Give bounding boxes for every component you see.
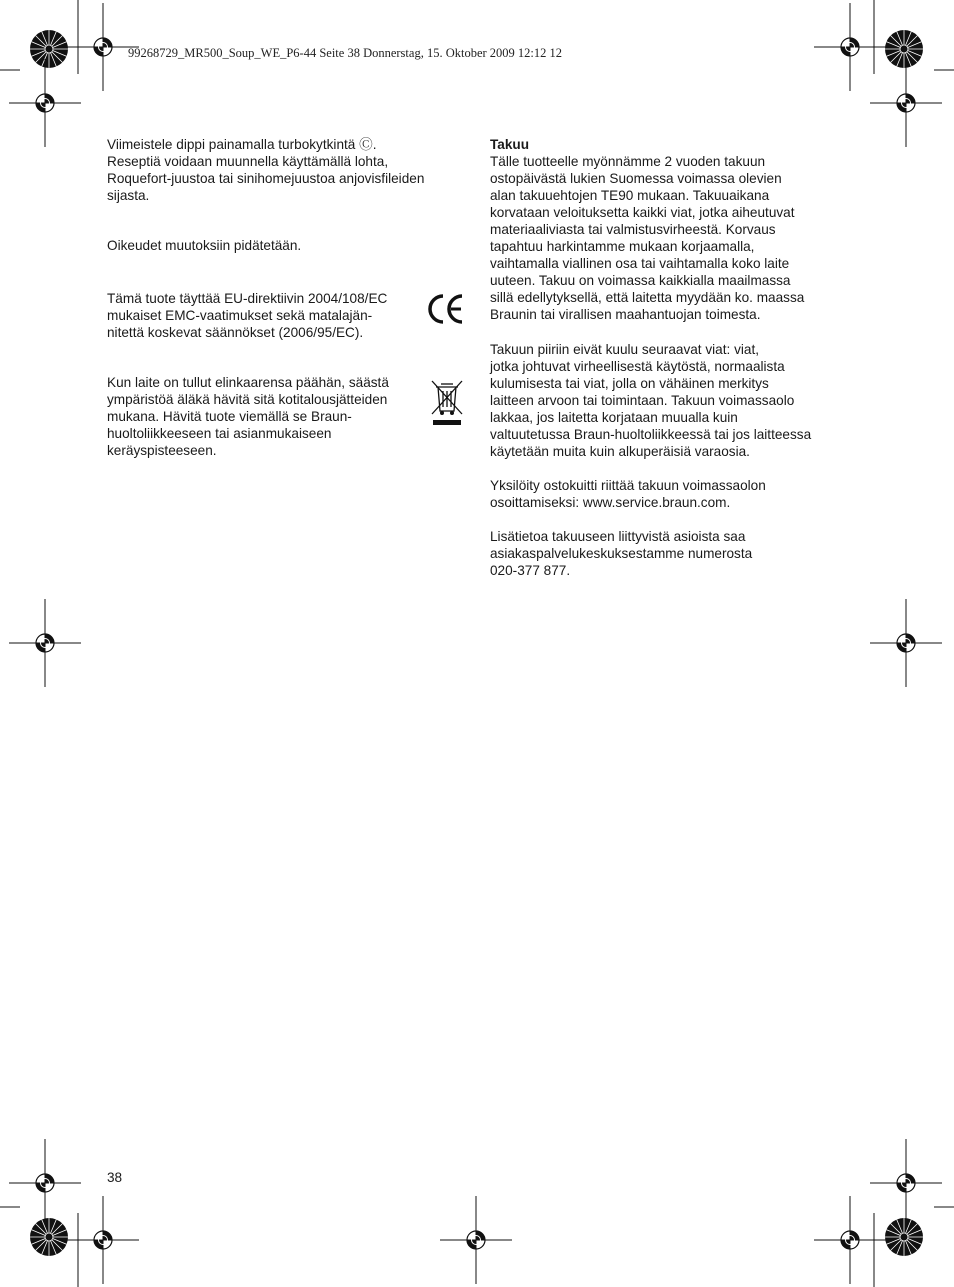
receipt-line: Yksilöity ostokuitti riittää takuun voimassaolon [490, 478, 766, 493]
weee-bin-icon [429, 378, 465, 428]
contact-line: asiakaspalvelukeskuksestamme numerosta [490, 546, 753, 561]
warranty-line: uuteen. Takuu on voimassa kaikkialla maailmassa [490, 273, 791, 288]
warranty-line: Tälle tuotteelle myönnämme 2 vuoden takuun [490, 154, 766, 169]
warranty-heading: Takuu [490, 137, 530, 152]
ce-mark-icon [427, 292, 465, 326]
warranty-line: tapahtuu harkintamme mukaan korjaamalla, [490, 239, 755, 254]
receipt-section [490, 477, 766, 511]
recipe-tip [107, 136, 424, 204]
contact-section [490, 528, 752, 579]
exclusions-line: käytetään muita kuin alkuperäisiä varaosia. [490, 444, 750, 459]
recipe-tip-line: Reseptiä voidaan muunnella käyttämällä lohta, [107, 154, 389, 169]
exclusions-line: Takuun piiriin eivät kuulu seuraavat viat: viat, [490, 342, 759, 357]
rights-notice: Oikeudet muutoksiin pidätetään. [107, 238, 302, 253]
recipe-tip-line: Viimeistele dippi painamalla turbokytkintä Ⓒ. [107, 137, 377, 152]
warranty-line: vaihtamalla viallinen osa tai vaihtamalla koko laite [490, 256, 790, 271]
disposal-notice [107, 374, 389, 459]
contact-line: 020-377 877. [490, 563, 571, 578]
warranty-line: alan takuuehtojen TE90 mukaan. Takuuaikana [490, 188, 770, 203]
page-number: 38 [107, 1170, 123, 1185]
warranty-line: materiaaliviasta tai valmistusvirheestä. Korvaus [490, 222, 776, 237]
disposal-notice-line: Kun laite on tullut elinkaarensa päähän, säästä [107, 375, 389, 390]
warranty-section [490, 136, 804, 323]
ce-notice-line: nitettä koskevat säännökset (2006/95/EC). [107, 325, 364, 340]
exclusions-line: lakkaa, jos laitetta korjataan muualla kuin [490, 410, 738, 425]
disposal-notice-line: mukana. Hävitä tuote viemällä se Braun- [107, 409, 352, 424]
print-header: 99268729_MR500_Soup_WE_P6-44 Seite 38 Donnerstag, 15. Oktober 2009 12:12 12 [128, 46, 563, 60]
disposal-notice-line: ympäristöä äläkä hävitä sitä kotitalousjätteiden [107, 392, 388, 407]
ce-notice-line: Tämä tuote täyttää EU-direktiivin 2004/108/EC [107, 291, 388, 306]
exclusions-section [490, 341, 811, 460]
disposal-notice-line: huoltoliikkeeseen tai asianmukaiseen [107, 426, 332, 441]
exclusions-line: valtuutetussa Braun-huoltoliikkeessä tai jos laitteessa [490, 427, 812, 442]
warranty-line: Braunin tai virallisen maahantuojan toimesta. [490, 307, 761, 322]
warranty-line: korvataan veloituksetta kaikki viat, jotka aiheutuvat [490, 205, 795, 220]
recipe-tip-line: Roquefort-juustoa tai sinihomejuustoa anjovisfileiden [107, 171, 425, 186]
contact-line: Lisätietoa takuuseen liittyvistä asioista saa [490, 529, 746, 544]
exclusions-line: kulumisesta tai viat, jolla on vähäinen merkitys [490, 376, 769, 391]
receipt-line: osoittamiseksi: www.service.braun.com. [490, 495, 731, 510]
exclusions-line: laitteen arvoon tai toimintaan. Takuun voimassaolo [490, 393, 795, 408]
recipe-tip-line: sijasta. [107, 188, 150, 203]
exclusions-line: jotka johtuvat virheellisestä käytöstä, normaalista [490, 359, 785, 374]
warranty-line: sillä edellytyksellä, että laitetta myydään ko. maassa [490, 290, 805, 305]
ce-notice [107, 290, 387, 341]
ce-notice-line: mukaiset EMC-vaatimukset sekä matalajän- [107, 308, 373, 323]
warranty-line: ostopäivästä lukien Suomessa voimassa olevien [490, 171, 782, 186]
disposal-notice-line: keräyspisteeseen. [107, 443, 217, 458]
